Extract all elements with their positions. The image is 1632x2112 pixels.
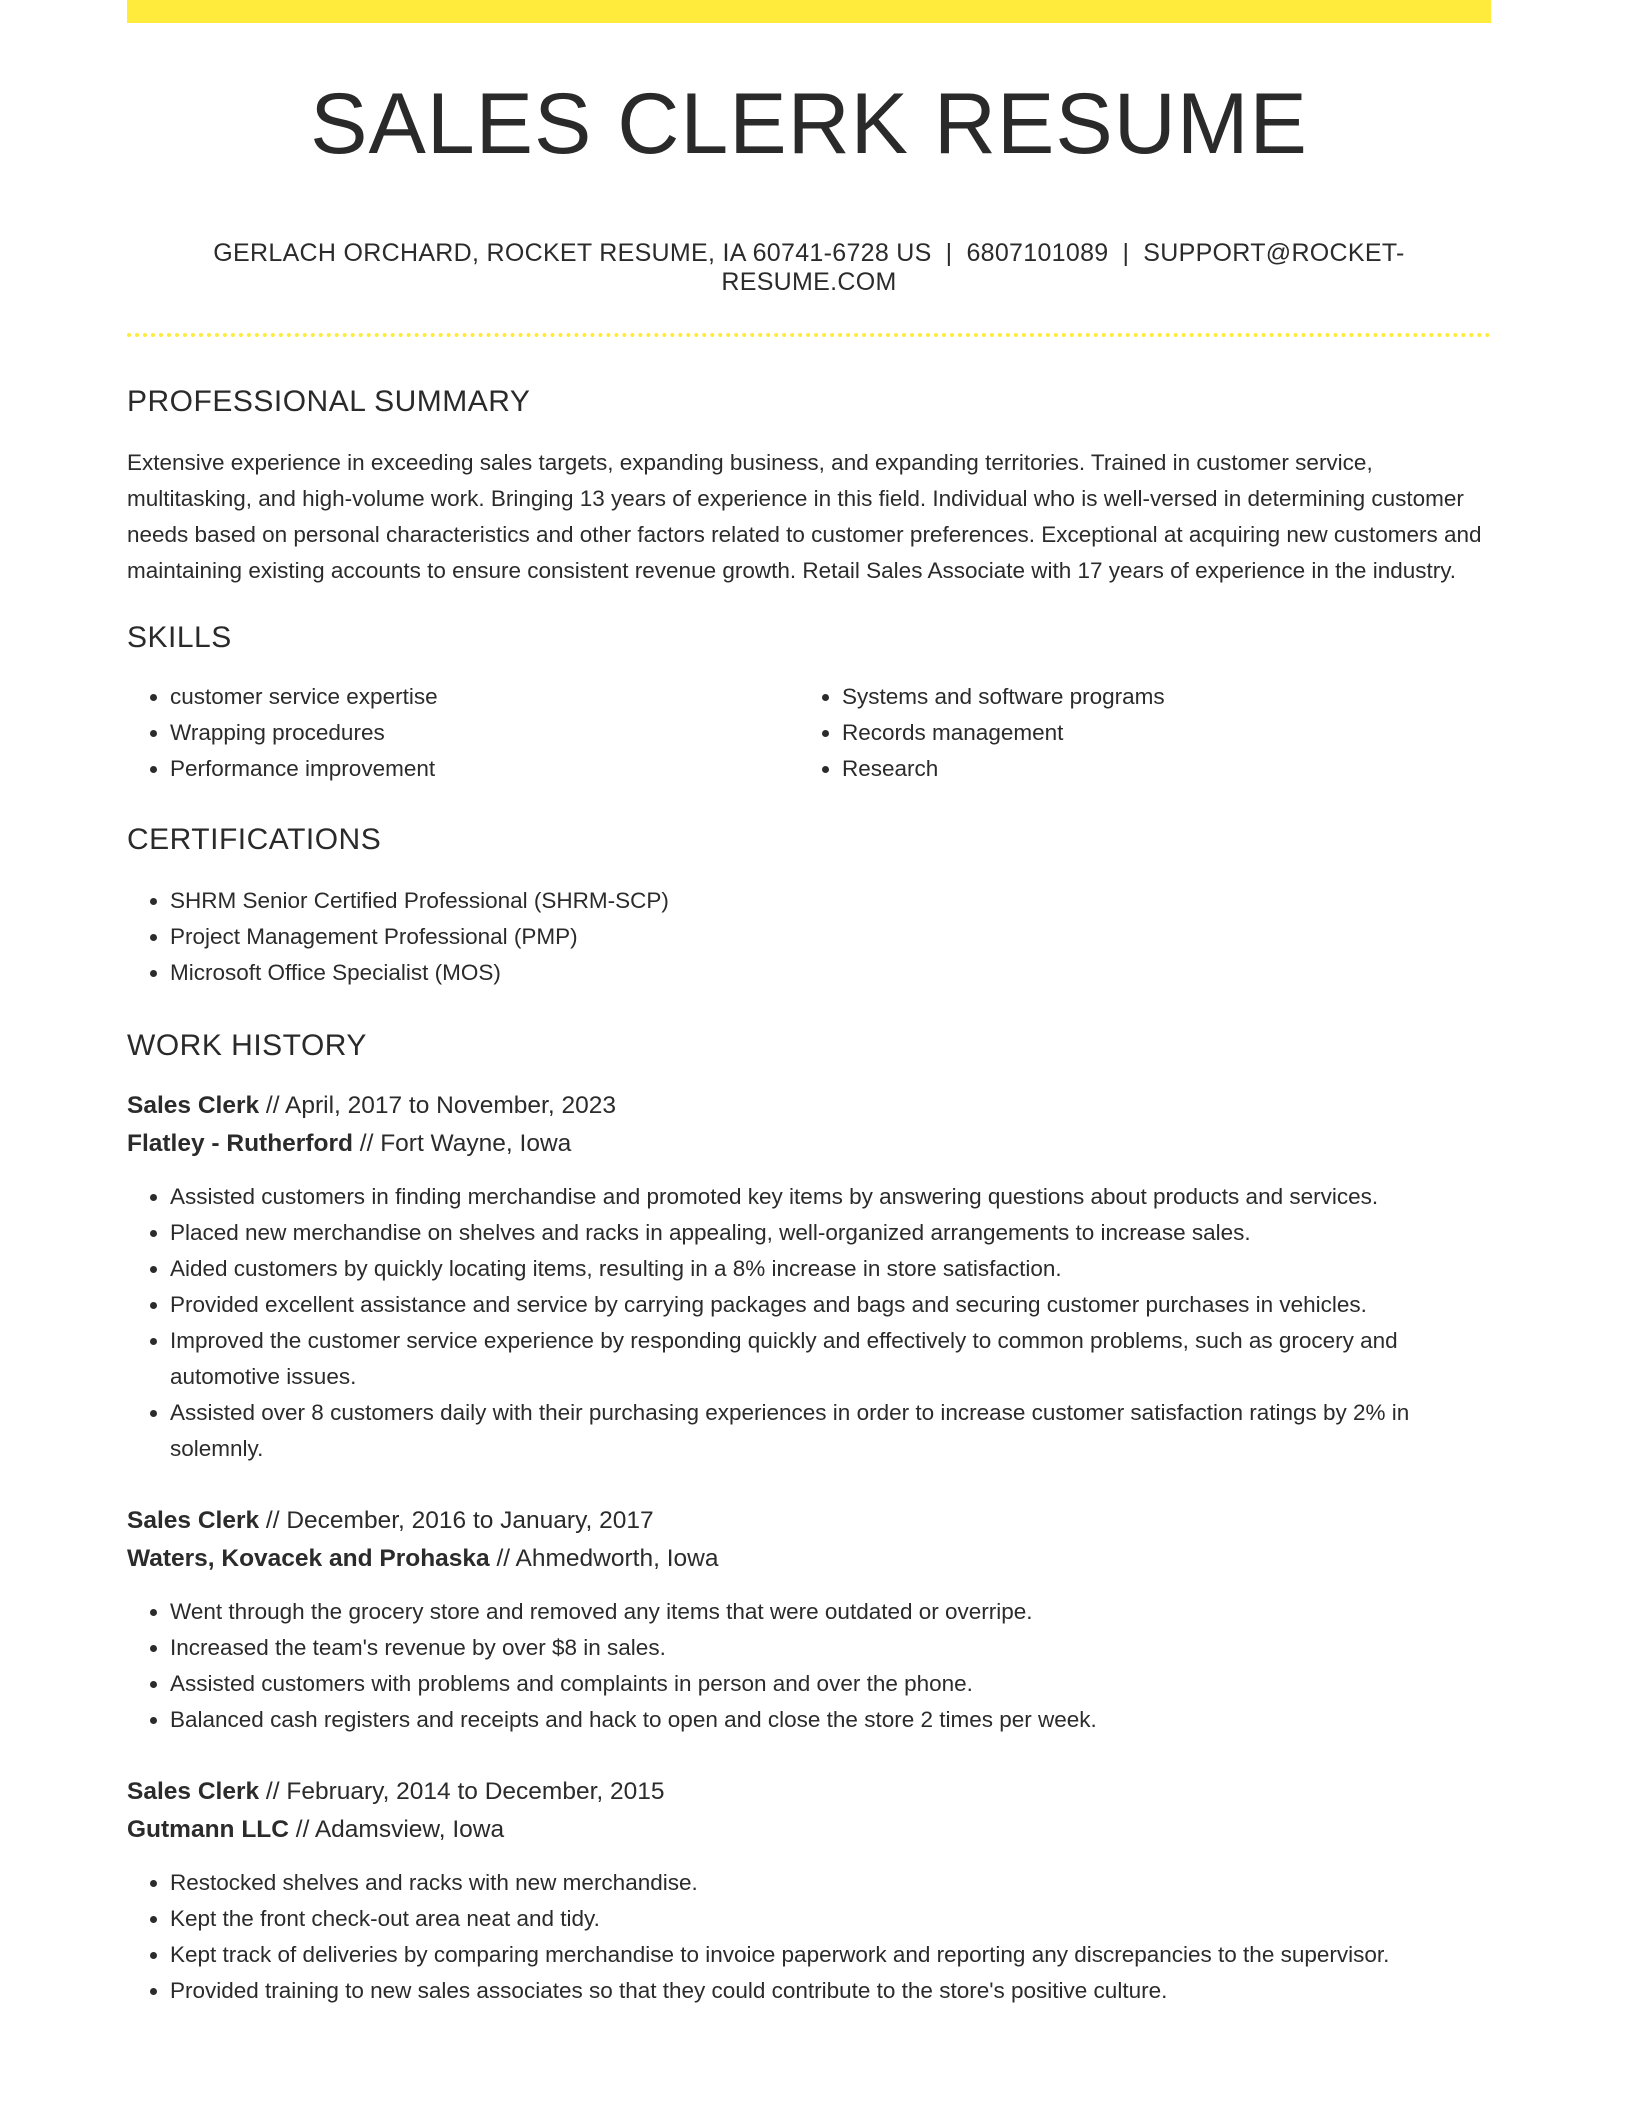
skills-heading: SKILLS [127, 621, 232, 654]
certifications-heading: CERTIFICATIONS [127, 823, 382, 856]
work-history-heading: WORK HISTORY [127, 1029, 367, 1062]
certification-item: • Microsoft Office Specialist (MOS) [170, 955, 1491, 991]
accent-top-bar [127, 0, 1491, 23]
certification-item: • SHRM Senior Certified Professional (SHRM-SCP) [170, 883, 1491, 919]
summary-text: Extensive experience in exceeding sales targets, expanding business, and expanding territories. Trained in customer service, multitasking, and high-volume work. Bringing 13 years of experience in this field. Individual who is well-versed in determining customer needs based on personal characteristics and other factors related to customer preferences. Exceptional at acquiring new customers and maintaining existing accounts to ensure consistent revenue growth. Retail Sales Associate with 17 years of experience in the industry. [127, 450, 1482, 583]
job-title: Sales Clerk [127, 1507, 260, 1534]
skills-column-right [799, 679, 1471, 787]
contact-address: GERLACH ORCHARD, ROCKET RESUME, IA 60741-6728 US [213, 239, 932, 267]
job-company-line [127, 1540, 1491, 1578]
job-title: Sales Clerk [127, 1092, 260, 1119]
resume-page [127, 0, 1491, 2009]
contact-separator: | [1122, 239, 1130, 267]
job-duty-item: • Kept track of deliveries by comparing merchandise to invoice paperwork and reporting any discrepancies to the supervisor. [170, 1937, 1491, 1973]
job-title-line [127, 1502, 1491, 1540]
skills-section [127, 621, 1491, 787]
skills-column-left [127, 679, 799, 787]
certifications-list [127, 883, 1491, 991]
job-duty-item: • Provided training to new sales associates so that they could contribute to the store's positive culture. [170, 1973, 1491, 2009]
skills-list-right [799, 679, 1471, 787]
summary-heading: PROFESSIONAL SUMMARY [127, 385, 531, 418]
certification-item: • Project Management Professional (PMP) [170, 919, 1491, 955]
skills-grid [127, 679, 1491, 787]
skills-list-left [127, 679, 799, 787]
summary-section [127, 385, 1491, 589]
skill-item: • Records management [842, 715, 1471, 751]
job-title-line [127, 1087, 1491, 1125]
page-title: SALES CLERK RESUME [310, 76, 1308, 172]
contact-phone: 6807101089 [966, 239, 1109, 267]
dotted-divider [127, 333, 1491, 337]
job-location: // Ahmedworth, Iowa [489, 1545, 719, 1572]
contact-line [127, 239, 1491, 297]
job-duty-item: • Aided customers by quickly locating items, resulting in a 8% increase in store satisfaction. [170, 1251, 1491, 1287]
job-dates: // December, 2016 to January, 2017 [259, 1507, 654, 1534]
job-company-line [127, 1125, 1491, 1163]
skill-item: • Performance improvement [170, 751, 799, 787]
skill-item: • Wrapping procedures [170, 715, 799, 751]
job-company-line [127, 1811, 1491, 1849]
job-company: Waters, Kovacek and Prohaska [127, 1545, 490, 1572]
job-duties-list [127, 1179, 1491, 1467]
job-duty-item: • Provided excellent assistance and service by carrying packages and bags and securing customer purchases in vehicles. [170, 1287, 1491, 1323]
job-duty-item: • Restocked shelves and racks with new merchandise. [170, 1865, 1491, 1901]
job-duty-item: • Improved the customer service experience by responding quickly and effectively to common problems, such as grocery and automotive issues. [170, 1323, 1491, 1395]
job-duties-list [127, 1865, 1491, 2009]
job-location: // Adamsview, Iowa [288, 1816, 505, 1843]
job-duty-item: • Increased the team's revenue by over $8 in sales. [170, 1630, 1491, 1666]
skill-item: • Research [842, 751, 1471, 787]
job-company: Flatley - Rutherford [127, 1130, 353, 1157]
job-location: // Fort Wayne, Iowa [352, 1130, 572, 1157]
job-company: Gutmann LLC [127, 1816, 289, 1843]
certifications-section [127, 823, 1491, 991]
job-duty-item: • Balanced cash registers and receipts and hack to open and close the store 2 times per week. [170, 1702, 1491, 1738]
job-duty-item: • Assisted over 8 customers daily with their purchasing experiences in order to increase customer satisfaction ratings by 2% in solemnly. [170, 1395, 1491, 1467]
contact-email[interactable]: SUPPORT@ROCKET-RESUME.COM [721, 239, 1405, 296]
job-title-line [127, 1773, 1491, 1811]
job-dates: // April, 2017 to November, 2023 [259, 1092, 616, 1119]
job-duty-item: • Assisted customers in finding merchandise and promoted key items by answering questions about products and services. [170, 1179, 1491, 1215]
job-duty-item: • Kept the front check-out area neat and tidy. [170, 1901, 1491, 1937]
skill-item: • Systems and software programs [842, 679, 1471, 715]
job-duty-item: • Went through the grocery store and removed any items that were outdated or overripe. [170, 1594, 1491, 1630]
job-title: Sales Clerk [127, 1778, 260, 1805]
job-duty-item: • Placed new merchandise on shelves and racks in appealing, well-organized arrangements to increase sales. [170, 1215, 1491, 1251]
job-entry [127, 1087, 1491, 1467]
job-dates: // February, 2014 to December, 2015 [259, 1778, 665, 1805]
contact-separator: | [945, 239, 953, 267]
job-entry [127, 1502, 1491, 1738]
skill-item: • customer service expertise [170, 679, 799, 715]
job-duty-item: • Assisted customers with problems and complaints in person and over the phone. [170, 1666, 1491, 1702]
job-duties-list [127, 1594, 1491, 1738]
job-entry [127, 1773, 1491, 2009]
work-history-section [127, 1029, 1491, 2009]
